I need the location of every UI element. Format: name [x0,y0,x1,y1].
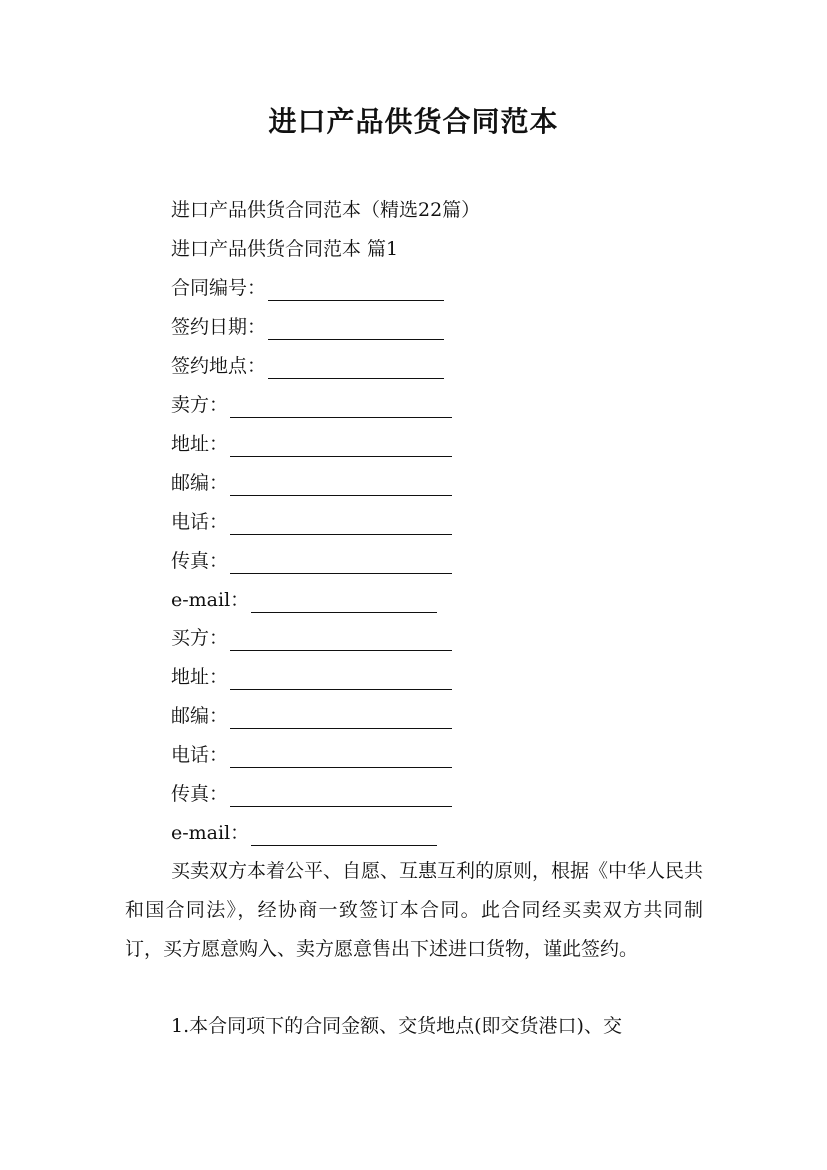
field-label: 买方： [171,627,229,649]
seller-field[interactable] [171,392,452,418]
blank-line[interactable] [230,434,452,457]
field-label: 传真： [171,550,229,572]
blank-line[interactable] [230,784,452,807]
blank-line[interactable] [230,706,452,729]
body-paragraph: 买卖双方本着公平、自愿、互惠互利的原则，根据《中华人民共和国合同法》，经协商一致签订本合同。此合同经买卖双方共同制订，买方愿意购入、卖方愿意售出下述进口货物，谨此签约。 [125,860,704,960]
field-label: 地址： [171,666,229,688]
blank-line[interactable] [230,473,452,496]
blank-line[interactable] [268,278,444,301]
field-label: 签约日期： [171,316,267,338]
field-label: e-mail： [171,822,250,844]
seller-address-field[interactable] [171,431,452,457]
blank-line[interactable] [268,356,444,379]
field-label: 合同编号： [171,277,267,299]
section-heading: 进口产品供货合同范本 篇1 [171,238,399,260]
field-label: 传真： [171,783,229,805]
field-label: 邮编： [171,472,229,494]
blank-line[interactable] [230,512,452,535]
document-title: 进口产品供货合同范本 [268,105,559,138]
blank-line[interactable] [251,590,437,613]
buyer-field[interactable] [171,625,452,651]
field-label: 邮编： [171,705,229,727]
buyer-address-field[interactable] [171,664,452,690]
field-label: e-mail： [171,589,250,611]
field-label: 电话： [171,511,229,533]
buyer-phone-field[interactable] [171,742,452,768]
body-paragraph: 1.本合同项下的合同金额、交货地点(即交货港口)、交 [171,1015,622,1037]
seller-fax-field[interactable] [171,548,452,574]
signing-date-field[interactable] [171,314,444,340]
signing-place-field[interactable] [171,353,444,379]
field-label: 签约地点： [171,355,267,377]
field-label: 卖方： [171,394,229,416]
document-subtitle: 进口产品供货合同范本（精选22篇） [171,199,481,221]
blank-line[interactable] [230,628,452,651]
contract-number-field[interactable] [171,275,444,301]
seller-email-field[interactable] [171,587,437,613]
blank-line[interactable] [230,667,452,690]
buyer-email-field[interactable] [171,820,437,846]
field-label: 电话： [171,744,229,766]
blank-line[interactable] [230,395,452,418]
seller-phone-field[interactable] [171,509,452,535]
blank-line[interactable] [251,823,437,846]
field-label: 地址： [171,433,229,455]
blank-line[interactable] [268,317,444,340]
seller-postcode-field[interactable] [171,470,452,496]
buyer-postcode-field[interactable] [171,703,452,729]
blank-line[interactable] [230,551,452,574]
blank-line[interactable] [230,745,452,768]
buyer-fax-field[interactable] [171,781,452,807]
